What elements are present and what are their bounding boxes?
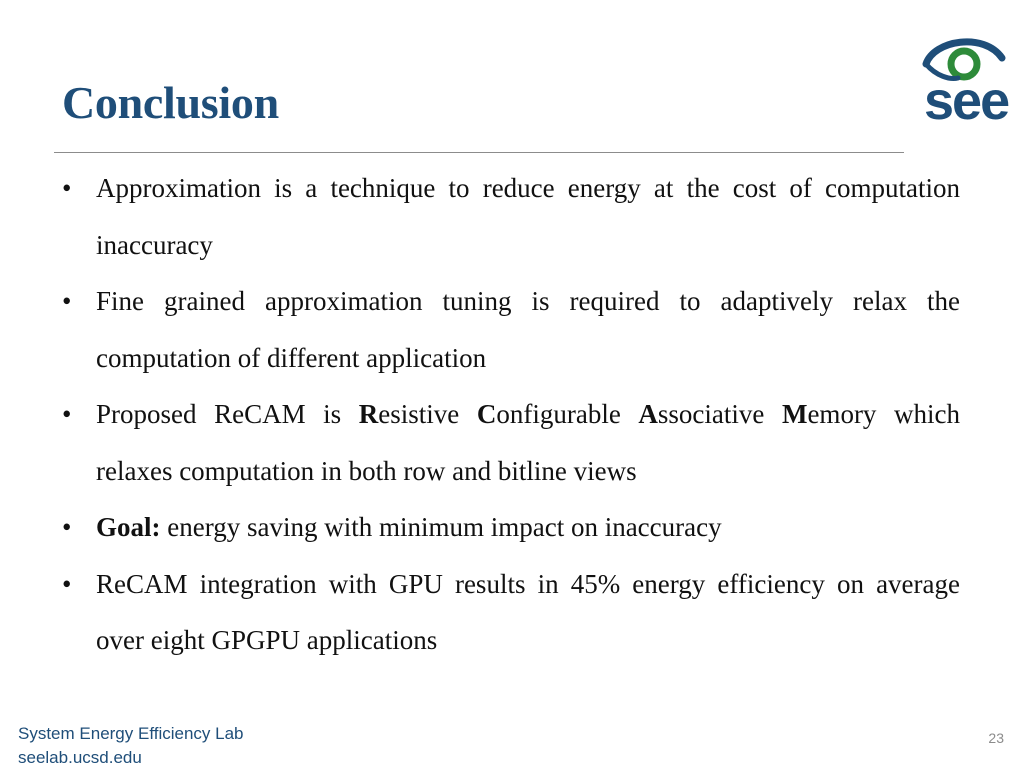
bullet-text: Fine grained approximation tuning is required to adaptively relax the computation of different application [96, 286, 960, 373]
bullet-goal [60, 499, 960, 556]
bullet-text: ReCAM integration with GPU results in 45% energy efficiency on average over eight GPGPU applications [96, 568, 960, 655]
bullet-text: Approximation is a technique to reduce energy at the cost of computation inaccuracy [96, 173, 960, 260]
bullet-text-prefix: Proposed ReCAM is [96, 399, 359, 429]
bullet-text: energy saving with minimum impact on inaccuracy [160, 512, 722, 542]
acronym-letter-a: A [638, 399, 658, 429]
bullet-approximation [60, 160, 960, 273]
title-divider [54, 152, 904, 153]
acronym-letter-m: M [781, 399, 808, 429]
slide-title: Conclusion [62, 77, 279, 128]
footer-lab-name: System Energy Efficiency Lab [18, 724, 244, 743]
bullet-text-suffix: which relaxes computation in both row and bitline views [96, 399, 961, 486]
acronym-word-a: ssociative [657, 399, 782, 429]
acronym-word-m: emory [807, 399, 877, 429]
bullet-gpu-integration [60, 556, 960, 669]
footer-url: seelab.ucsd.edu [18, 748, 142, 767]
goal-label: Goal: [96, 512, 161, 542]
acronym-letter-r: R [358, 399, 379, 429]
bullet-recam [60, 386, 960, 499]
acronym-word-r: esistive [378, 399, 477, 429]
bullet-fine-grained [60, 273, 960, 386]
acronym-letter-c: C [476, 399, 497, 429]
footer [18, 722, 244, 770]
bullet-list [60, 160, 960, 669]
logo-text: see [924, 71, 1009, 131]
page-number: 23 [988, 730, 1004, 746]
acronym-word-c: onfigurable [496, 399, 639, 429]
